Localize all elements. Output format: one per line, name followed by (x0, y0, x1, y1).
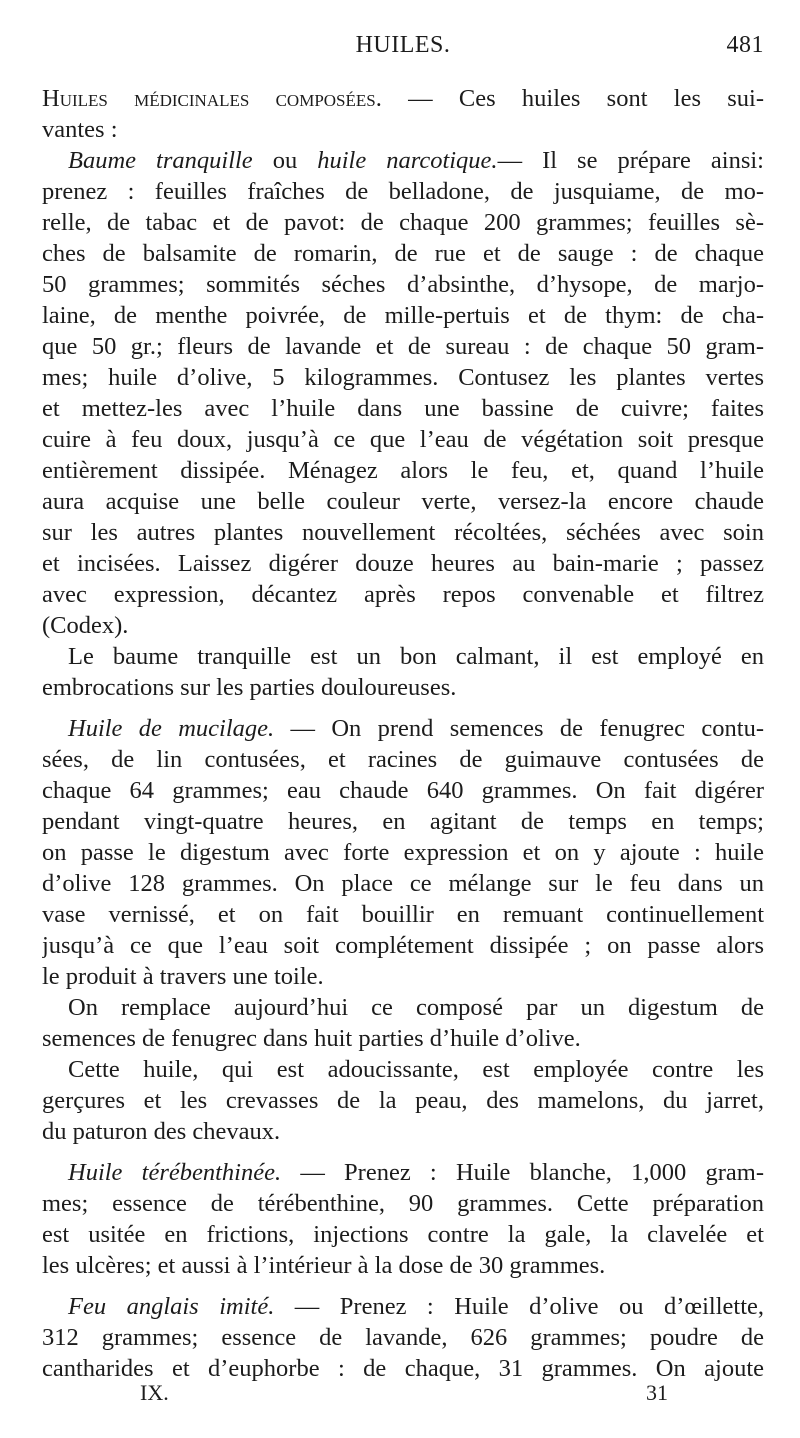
paragraph-gap (42, 1281, 764, 1291)
text-line: Cette huile, qui est adoucissante, est employée contre les (68, 1056, 764, 1083)
text-line: Le baume tranquille est un bon calmant, il est employé en (68, 643, 764, 670)
text-line: relle, de tabac et de pavot: de chaque 200 grammes; feuilles sè- (42, 209, 764, 236)
text-line: gerçures et les crevasses de la peau, des mamelons, du jarret, (42, 1087, 764, 1114)
text-line: vase vernissé, et on fait bouillir en remuant continuellement (42, 901, 764, 928)
text-line: cuire à feu doux, jusqu’à ce que l’eau de végétation soit presque (42, 426, 764, 453)
text-line: 312 grammes; essence de lavande, 626 grammes; poudre de (42, 1324, 764, 1351)
running-title: HUILES. (355, 32, 451, 58)
text-line: embrocations sur les parties douloureuses. (42, 674, 457, 701)
page-number: 481 (726, 32, 764, 58)
text-line: avec expression, décantez après repos convenable et filtrez (42, 581, 764, 608)
gathering-signature: 31 (646, 1380, 668, 1405)
volume-signature: IX. (140, 1380, 169, 1405)
book-page (42, 0, 764, 1438)
text-line: est usitée en frictions, injections contre la gale, la clavelée et (42, 1221, 764, 1248)
text-line: et mettez-les avec l’huile dans une bassine de cuivre; faites (42, 395, 764, 422)
text-line: entièrement dissipée. Ménagez alors le feu, et, quand l’huile (42, 457, 764, 484)
text-line: On remplace aujourd’hui ce composé par un digestum de (68, 994, 764, 1021)
text-line: 50 grammes; sommités séches d’absinthe, d’hysope, de marjo- (42, 271, 764, 298)
text-line: ches de balsamite de romarin, de rue et de sauge : de chaque (42, 240, 764, 267)
text-line: sées, de lin contusées, et racines de guimauve contusées de (42, 746, 764, 773)
page-footer (42, 1380, 764, 1410)
text-line: semences de fenugrec dans huit parties d’huile d’olive. (42, 1025, 581, 1052)
body-text (42, 83, 764, 1384)
text-line: mes; huile d’olive, 5 kilogrammes. Contusez les plantes vertes (42, 364, 764, 391)
text-line: les ulcères; et aussi à l’intérieur à la dose de 30 grammes. (42, 1252, 606, 1279)
text-line: (Codex). (42, 612, 129, 639)
text-line: d’olive 128 grammes. On place ce mélange sur le feu dans un (42, 870, 764, 897)
text-line: chaque 64 grammes; eau chaude 640 grammes. On fait digérer (42, 777, 764, 804)
text-line: le produit à travers une toile. (42, 963, 324, 990)
text-line: aura acquise une belle couleur verte, versez-la encore chaude (42, 488, 764, 515)
text-line: vantes : (42, 116, 118, 143)
text-line: que 50 gr.; fleurs de lavande et de sureau : de chaque 50 gram- (42, 333, 764, 360)
text-line: et incisées. Laissez digérer douze heures au bain-marie ; passez (42, 550, 764, 577)
text-line: jusqu’à ce que l’eau soit complétement dissipée ; on passe alors (42, 932, 764, 959)
paragraph-gap (42, 1147, 764, 1157)
running-head (42, 32, 764, 62)
text-line: laine, de menthe poivrée, de mille-pertuis et de thym: de cha- (42, 302, 764, 329)
text-line: Huiles médicinales composées. — Ces huiles sont les sui- (42, 85, 764, 112)
paragraph-gap (42, 703, 764, 713)
text-line: sur les autres plantes nouvellement récoltées, séchées avec soin (42, 519, 764, 546)
text-line: Huile de mucilage. — On prend semences de fenugrec contu- (68, 715, 764, 742)
text-line: Huile térébenthinée. — Prenez : Huile blanche, 1,000 gram- (68, 1159, 764, 1186)
text-line: cantharides et d’euphorbe : de chaque, 31 grammes. On ajoute (42, 1355, 764, 1382)
text-line: Baume tranquille ou huile narcotique.— Il se prépare ainsi: (68, 147, 764, 174)
text-line: mes; essence de térébenthine, 90 grammes. Cette préparation (42, 1190, 764, 1217)
text-line: Feu anglais imité. — Prenez : Huile d’olive ou d’œillette, (68, 1293, 764, 1320)
text-line: prenez : feuilles fraîches de belladone, de jusquiame, de mo- (42, 178, 764, 205)
text-line: du paturon des chevaux. (42, 1118, 281, 1145)
text-line: pendant vingt-quatre heures, en agitant de temps en temps; (42, 808, 764, 835)
text-line: on passe le digestum avec forte expression et on y ajoute : huile (42, 839, 764, 866)
